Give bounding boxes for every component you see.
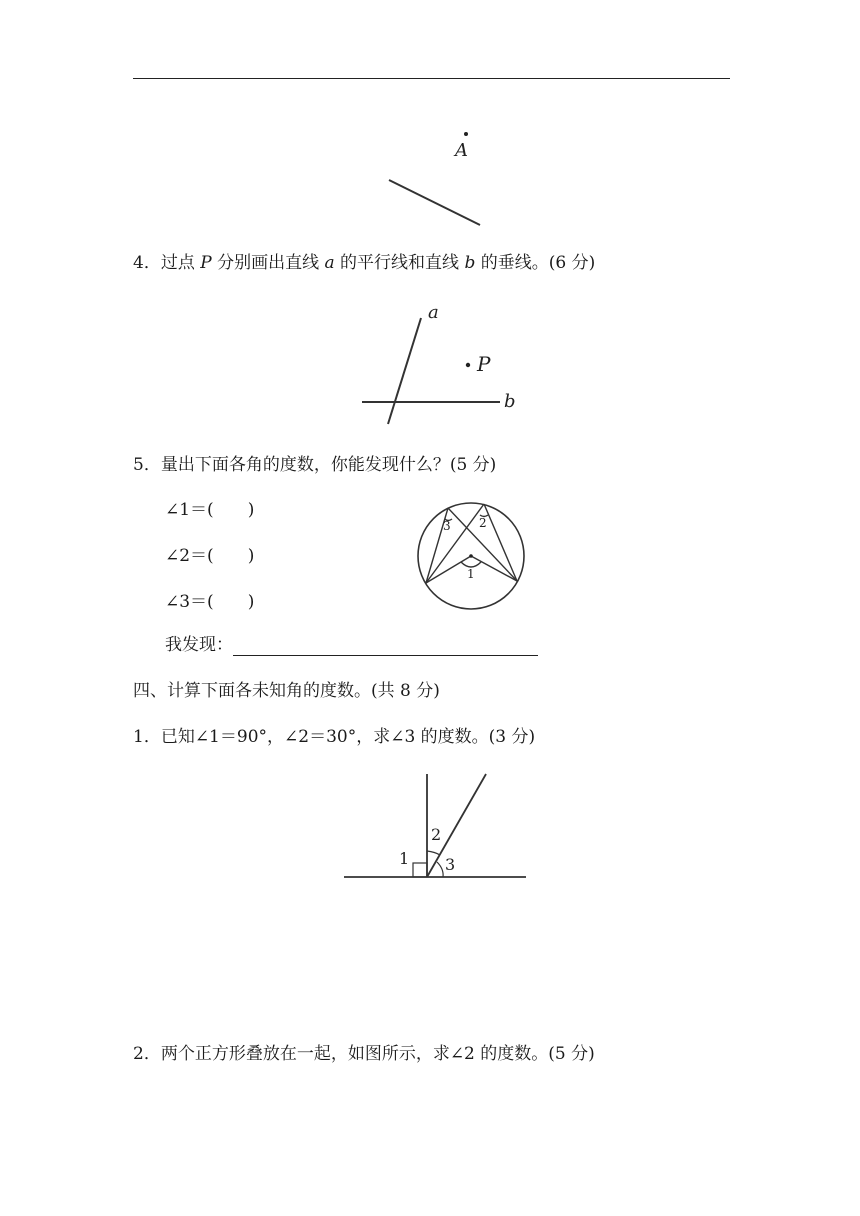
- angle2-answer: ∠2＝( ): [165, 546, 255, 566]
- discover-line: [165, 634, 538, 656]
- angle-1-label: 1: [399, 849, 410, 868]
- angle-2-label: 2: [431, 825, 442, 844]
- line-b-label: b: [504, 391, 516, 412]
- header-rule: [133, 78, 730, 79]
- point-p-dot: [466, 363, 470, 367]
- angle-2-label: 2: [479, 516, 487, 530]
- line-a: [388, 318, 421, 424]
- center-dot: [469, 554, 473, 558]
- right-angle-mark: [413, 863, 427, 877]
- circle-angles-figure: [410, 496, 532, 618]
- q5-text: 5．量出下面各角的度数，你能发现什么？(5 分): [133, 455, 497, 475]
- angle-3-label: 3: [445, 855, 456, 874]
- q4-figure: [355, 296, 525, 431]
- discover-blank[interactable]: [233, 639, 538, 656]
- point-a-label: A: [455, 140, 468, 161]
- q4-text: 4．过点 P 分别画出直线 a 的平行线和直线 b 的垂线。(6 分): [133, 253, 596, 273]
- given-line: [389, 180, 480, 225]
- angle3-answer: ∠3＝( ): [165, 592, 255, 612]
- angle-3-label: 3: [443, 519, 451, 533]
- angle-1-label: 1: [467, 567, 475, 581]
- section4-heading: 四、计算下面各未知角的度数。(共 8 分): [133, 681, 440, 701]
- discover-label: 我发现：: [165, 635, 233, 655]
- angle1-answer: ∠1＝( ): [165, 500, 255, 520]
- point-p-label: P: [477, 352, 491, 376]
- point-a-dot: [464, 132, 468, 136]
- s4q1-text: 1．已知∠1＝90°，∠2＝30°，求∠3 的度数。(3 分): [133, 727, 536, 747]
- line-a-label: a: [428, 302, 439, 323]
- s4q1-figure: [340, 770, 530, 885]
- s4q2-text: 2．两个正方形叠放在一起，如图所示，求∠2 的度数。(5 分): [133, 1044, 595, 1064]
- point-a-figure: [380, 125, 490, 230]
